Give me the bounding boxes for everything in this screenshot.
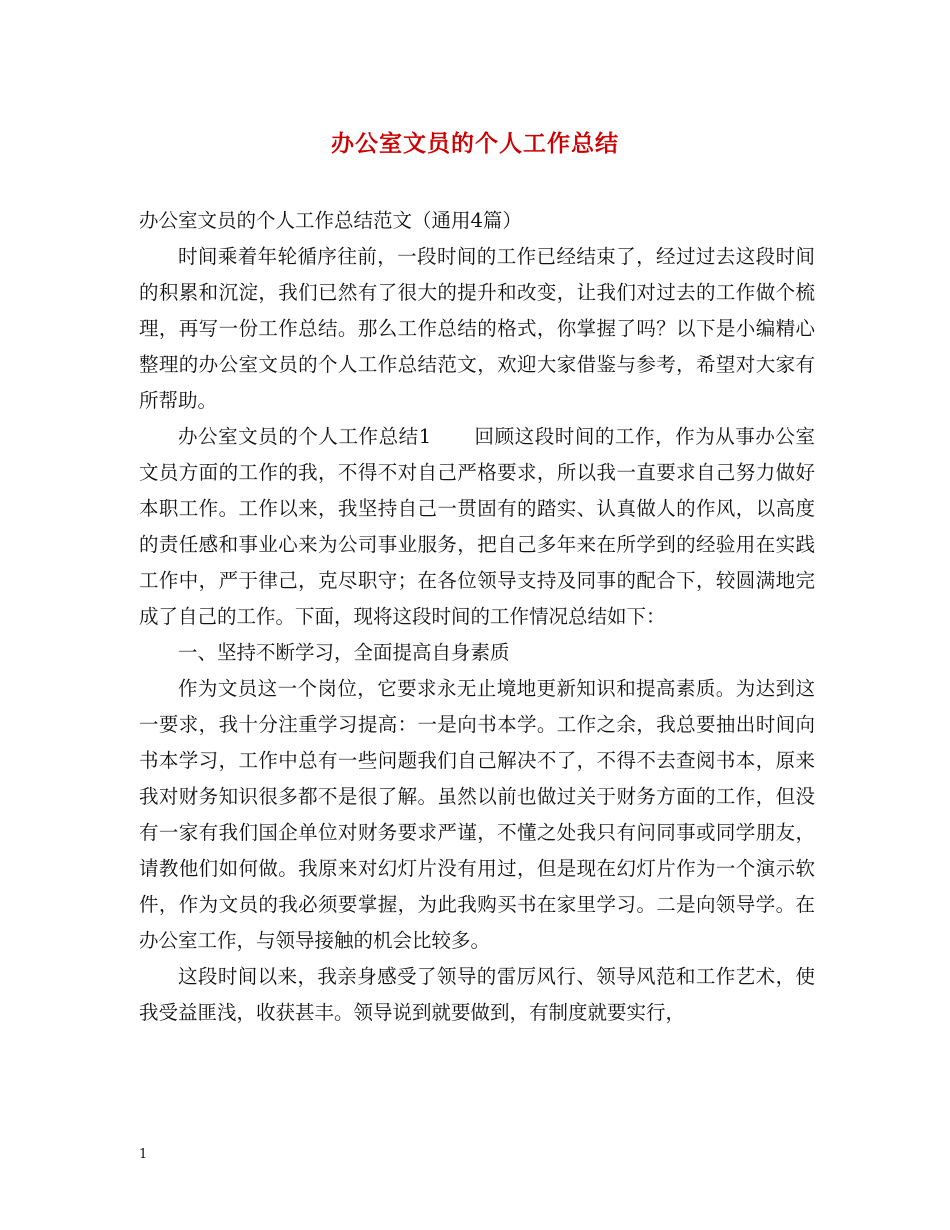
- section1-heading: 一、坚持不断学习，全面提高自身素质: [178, 641, 510, 664]
- document-title: 办公室文员的个人工作总结: [331, 131, 619, 157]
- article1-body: 回顾这段时间的工作，作为从事办公室文员方面的工作的我，不得不对自己严格要求，所以我一直要求自己努力做好本职工作。工作以来，我坚持自己一贯固有的踏实、认真做人的作风，以高度的责任感和事业心来为公司事业服务，把自己多年来在所学到的经验用在实践工作中，严于律己，克尽职守；在各位领导支持及同事的配合下，较圆满地完成了自己的工作。下面，现将这段时间的工作情况总结如下：: [139, 425, 815, 628]
- document-body: [139, 203, 815, 1031]
- article1-paragraph: [139, 419, 815, 635]
- section1-continued-paragraph: 这段时间以来，我亲身感受了领导的雷厉风行、领导风范和工作艺术，使我受益匪浅，收获甚丰。领导说到就要做到，有制度就要实行，: [139, 965, 815, 1024]
- article1-heading: 办公室文员的个人工作总结1: [178, 425, 432, 448]
- intro-paragraph: 时间乘着年轮循序往前，一段时间的工作已经结束了，经过过去这段时间的积累和沉淀，我们已然有了很大的提升和改变，让我们对过去的工作做个梳理，再写一份工作总结。那么工作总结的格式，你掌握了吗？以下是小编精心整理的办公室文员的个人工作总结范文，欢迎大家借鉴与参考，希望对大家有所帮助。: [139, 245, 815, 412]
- section1-paragraph: 作为文员这一个岗位，它要求永无止境地更新知识和提高素质。为达到这一要求，我十分注重学习提高：一是向书本学。工作之余，我总要抽出时间向书本学习，工作中总有一些问题我们自己解决不了，不得不去查阅书本，原来我对财务知识很多都不是很了解。虽然以前也做过关于财务方面的工作，但没有一家有我们国企单位对财务要求严谨，不懂之处我只有问同事或同学朋友，请教他们如何做。我原来对幻灯片没有用过，但是现在幻灯片作为一个演示软件，作为文员的我必须要掌握，为此我购买书在家里学习。二是向领导学。在办公室工作，与领导接触的机会比较多。: [139, 677, 815, 952]
- page-number: 1: [139, 1147, 148, 1162]
- document-subtitle: 办公室文员的个人工作总结范文（通用4篇）: [139, 209, 522, 232]
